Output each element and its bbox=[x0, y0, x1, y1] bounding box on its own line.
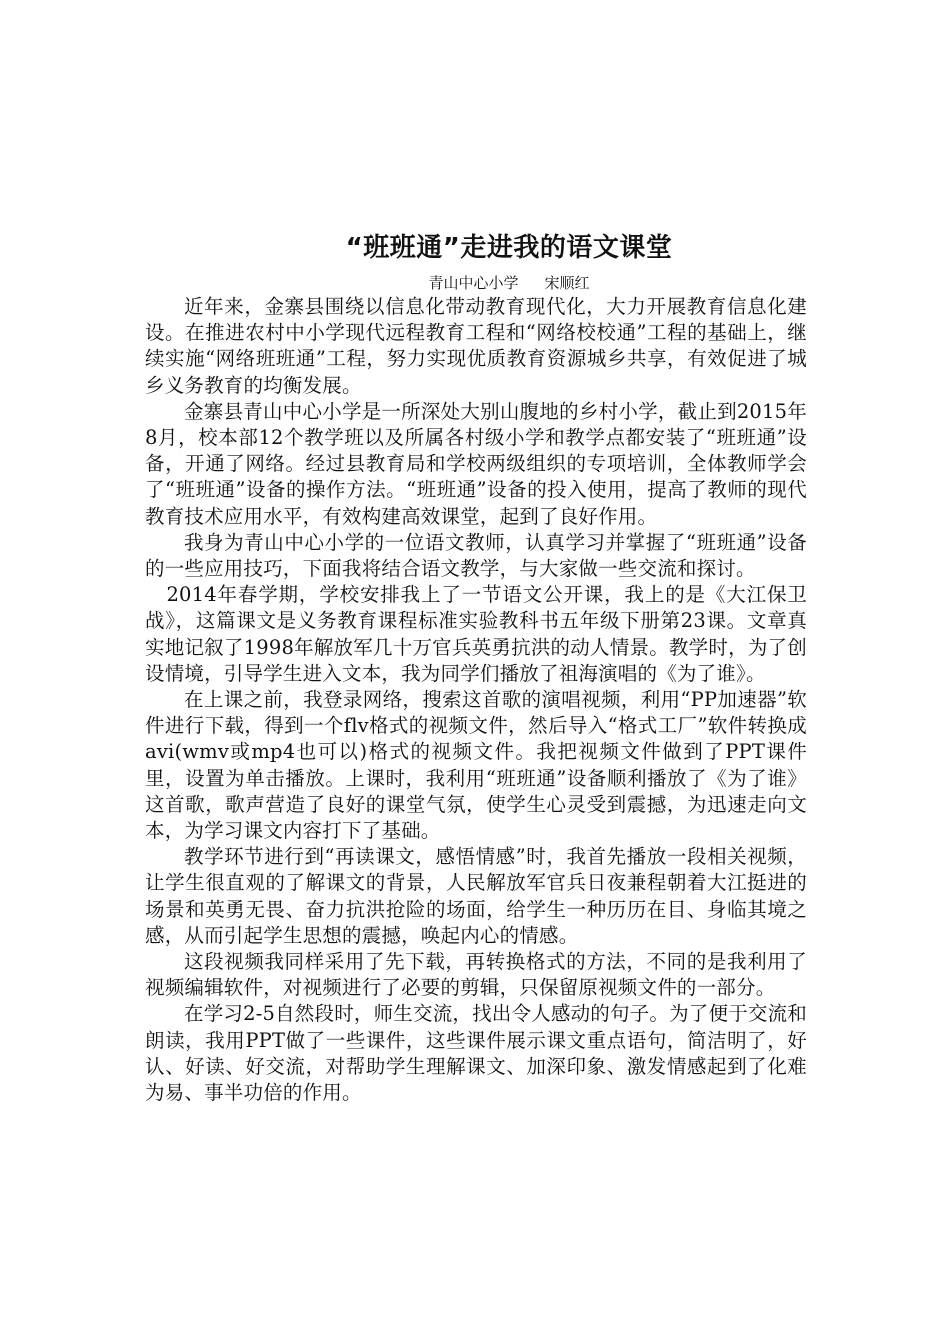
byline bbox=[145, 272, 807, 294]
paragraph-2: 金寨县青山中心小学是一所深处大别山腹地的乡村小学，截止到2015年8月，校本部12个教学班以及所属各村级小学和教学点都安装了“班班通”设备，开通了网络。经过县教育局和学校两级组织的专项培训，全体教师学会了“班班通”设备的操作方法。“班班通”设备的投入使用，提高了教师的现代教育技术应用水平，有效构建高效课堂，起到了良好作用。 bbox=[145, 399, 807, 528]
paragraph-7: 这段视频我同样采用了先下载，再转换格式的方法，不同的是我利用了视频编辑软件，对视频进行了必要的剪辑，只保留原视频文件的一部分。 bbox=[145, 950, 807, 1000]
paragraph-8: 在学习2-5自然段时，师生交流，找出令人感动的句子。为了便于交流和朗读，我用PPT做了一些课件，这些课件展示课文重点语句，简洁明了，好认、好读、好交流，对帮助学生理解课文、加深印象、激发情感起到了化难为易、事半功倍的作用。 bbox=[145, 1002, 808, 1105]
paragraph-6: 教学环节进行到“再读课文，感悟情感”时，我首先播放一段相关视频，让学生很直观的了解课文的背景，人民解放军官兵日夜兼程朝着大江挺进的场景和英勇无畏、奋力抗洪抢险的场面，给学生一种历历在目、身临其境之感，从而引起学生思想的震撼，唤起内心的情感。 bbox=[145, 845, 807, 947]
paragraph-3: 我身为青山中心小学的一位语文教师，认真学习并掌握了“班班通”设备的一些应用技巧，下面我将结合语文教学，与大家做一些交流和探讨。 bbox=[145, 530, 807, 581]
paragraph-1: 近年来，金寨县围绕以信息化带动教育现代化，大力开展教育信息化建设。在推进农村中小学现代远程教育工程和“网络校校通”工程的基础上，继续实施“网络班班通”工程，努力实现优质教育资源城乡共享，有效促进了城乡义务教育的均衡发展。 bbox=[145, 295, 807, 397]
paragraph-4: 2014年春学期，学校安排我上了一节语文公开课，我上的是《大江保卫战》，这篇课文是义务教育课程标准实验教科书五年级下册第23课。文章真实地记叙了1998年解放军几十万官兵英勇抗洪的动人情景。教学时，为了创设情境，引导学生进入文本，我为同学们播放了祖海演唱的《为了谁》。 bbox=[145, 583, 807, 685]
author-name: 宋顺红 bbox=[544, 274, 590, 292]
school-name: 青山中心小学 bbox=[428, 274, 519, 292]
document-title: “班班通”走进我的语文课堂 bbox=[345, 233, 673, 263]
document-page bbox=[145, 228, 807, 1106]
paragraph-5: 在上课之前，我登录网络，搜索这首歌的演唱视频，利用“PP加速器”软件进行下载，得到一个flv格式的视频文件，然后导入“格式工厂”软件转换成avi(wmv或mp4也可以)格式的视频文件。我把视频文件做到了PPT课件里，设置为单击播放。上课时，我利用“班班通”设备顺利播放了《为了谁》这首歌，歌声营造了良好的课堂气氛，使学生心灵受到震撼，为迅速走向文本，为学习课文内容打下了基础。 bbox=[145, 688, 807, 843]
